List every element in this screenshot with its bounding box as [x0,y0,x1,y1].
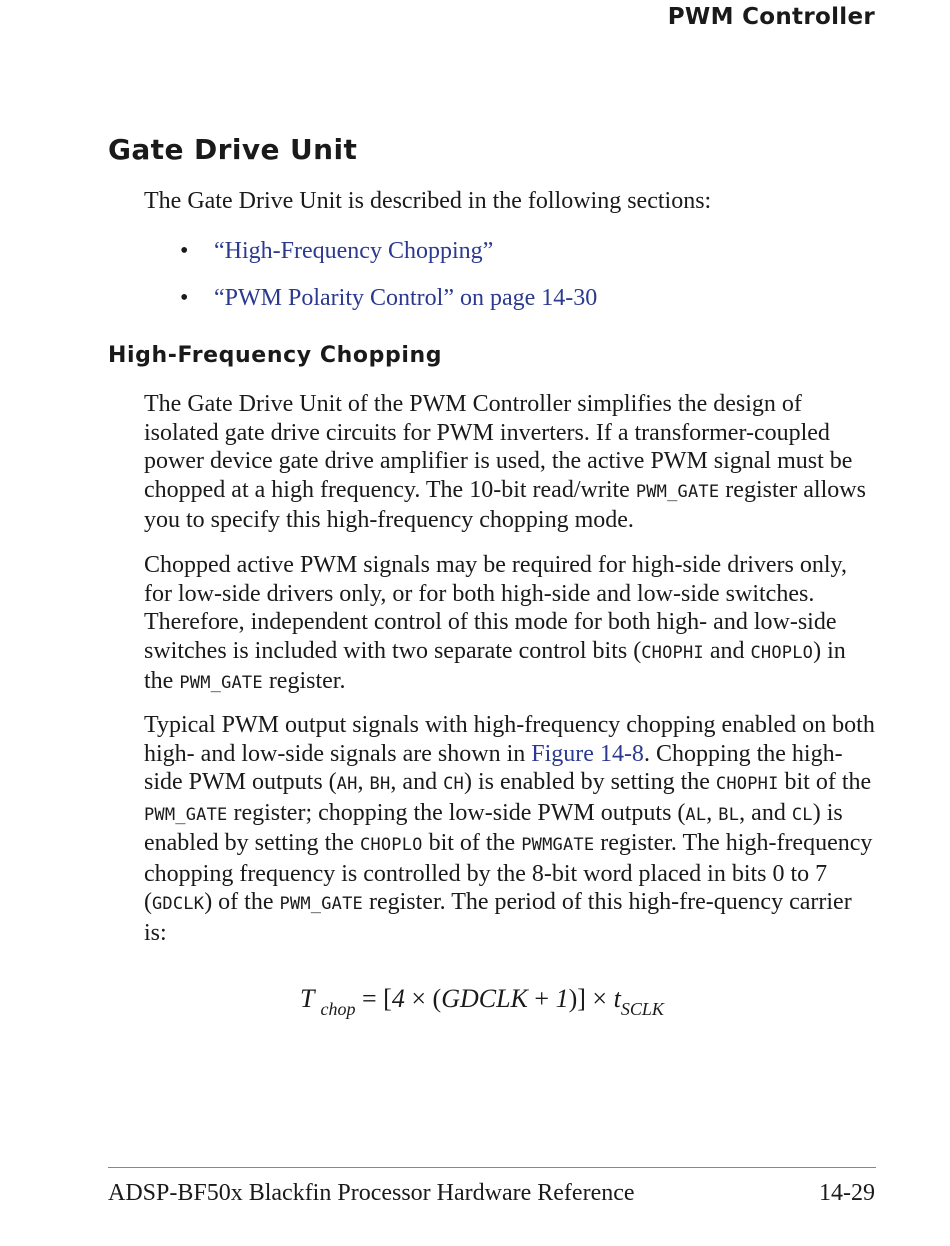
text-run: , [357,769,370,795]
subsection-title: High-Frequency Chopping [108,343,443,368]
signal-name: CL [791,804,813,825]
text-run: register. The period of this high-fre-quency carrier is: [144,889,852,946]
list-item [180,235,597,282]
field-name: GDCLK [152,894,205,914]
paragraph-gate-drive-intro [144,390,878,535]
eq-number: 1 [555,984,569,1013]
link-high-frequency-chopping[interactable]: “High-Frequency Chopping” [214,238,494,264]
eq-operator: × [404,984,433,1013]
signal-name: AH [336,774,358,794]
eq-bracket: [ [383,984,392,1013]
footer-book-title: ADSP-BF50x Blackfin Processor Hardware Reference [108,1180,635,1206]
register-name: PWM_GATE [144,804,228,825]
register-name: PWMGATE [521,835,595,855]
text-run: . Chopping the high-side PWM outputs ( [144,740,843,795]
list-item [180,282,597,329]
text-run: ) in the [144,637,846,694]
text-run: , [706,799,719,826]
eq-symbol: t [613,984,621,1013]
signal-name: CH [443,774,464,794]
eq-symbol: GDCLK [441,984,528,1013]
eq-subscript: chop [320,999,356,1019]
eq-bracket: ] [577,984,586,1013]
text-run: The Gate Drive Unit of the PWM Controller simplifies the design of isolated gate drive circuits for PWM inverters. If a transformer-coupled power device gate drive amplifier is used, the active PWM signal must be chopped at a high frequency. The 10-bit read/write [144,391,853,503]
section-title: Gate Drive Unit [108,133,358,166]
bit-name: CHOPHI [641,642,704,663]
bit-name: CHOPLO [750,642,814,663]
text-run: and [703,637,751,664]
chop-period-equation [300,984,664,1019]
text-run: bit of the [422,830,522,856]
signal-name: BL [718,804,740,825]
text-run: ) of the [204,889,280,915]
eq-number: 4 [391,984,405,1013]
bullet-icon: • [180,285,189,311]
link-figure-14-8[interactable]: Figure 14-8 [531,740,644,767]
register-name: PWM_GATE [635,481,720,502]
section-intro: The Gate Drive Unit is described in the following sections: [144,188,712,214]
text-run: register. [262,668,346,694]
text-run: bit of the [778,769,872,795]
register-name: PWM_GATE [179,673,263,693]
eq-paren: ) [568,984,578,1013]
text-run: , and [739,799,792,826]
footer-divider [108,1167,876,1168]
bit-name: CHOPLO [359,835,423,855]
text-run: ) is enabled by setting the [463,769,716,795]
text-run: register. The high-frequency chopping frequency is controlled by the 8-bit word placed in bits 0 to 7 ( [144,830,873,915]
signal-name: AL [685,804,707,825]
text-run: Typical PWM output signals with high-frequency chopping enabled on both high- and low-side signals are shown in [144,712,875,767]
text-run: register; chopping the low-side PWM outputs ( [227,799,686,826]
running-header: PWM Controller [667,4,875,30]
eq-operator: = [355,984,384,1013]
bit-name: CHOPHI [715,774,779,794]
signal-name: BH [369,774,391,794]
section-link-list [180,235,597,329]
bullet-icon: • [180,238,189,264]
text-run: , and [390,769,444,795]
register-name: PWM_GATE [279,894,363,914]
eq-operator: + [527,984,556,1013]
text-run: Chopped active PWM signals may be required for high-side drivers only, for low-side drivers only, or for both high-side and low-side switches. Therefore, independent control of this mode for both high- and low-side switches is included with two separate control bits ( [144,552,847,664]
text-run: ) is enabled by setting the [144,799,843,856]
paragraph-typical-output [144,711,878,947]
eq-paren: ( [432,984,442,1013]
eq-subscript: SCLK [620,999,664,1019]
eq-symbol: T [300,984,314,1013]
eq-operator: × [585,984,614,1013]
paragraph-chopped-signals [144,551,878,698]
footer-page-number: 14-29 [819,1180,875,1206]
link-pwm-polarity-control[interactable]: “PWM Polarity Control” on page 14-30 [214,285,598,311]
text-run: register allows you to specify this high-frequency chopping mode. [144,476,866,533]
